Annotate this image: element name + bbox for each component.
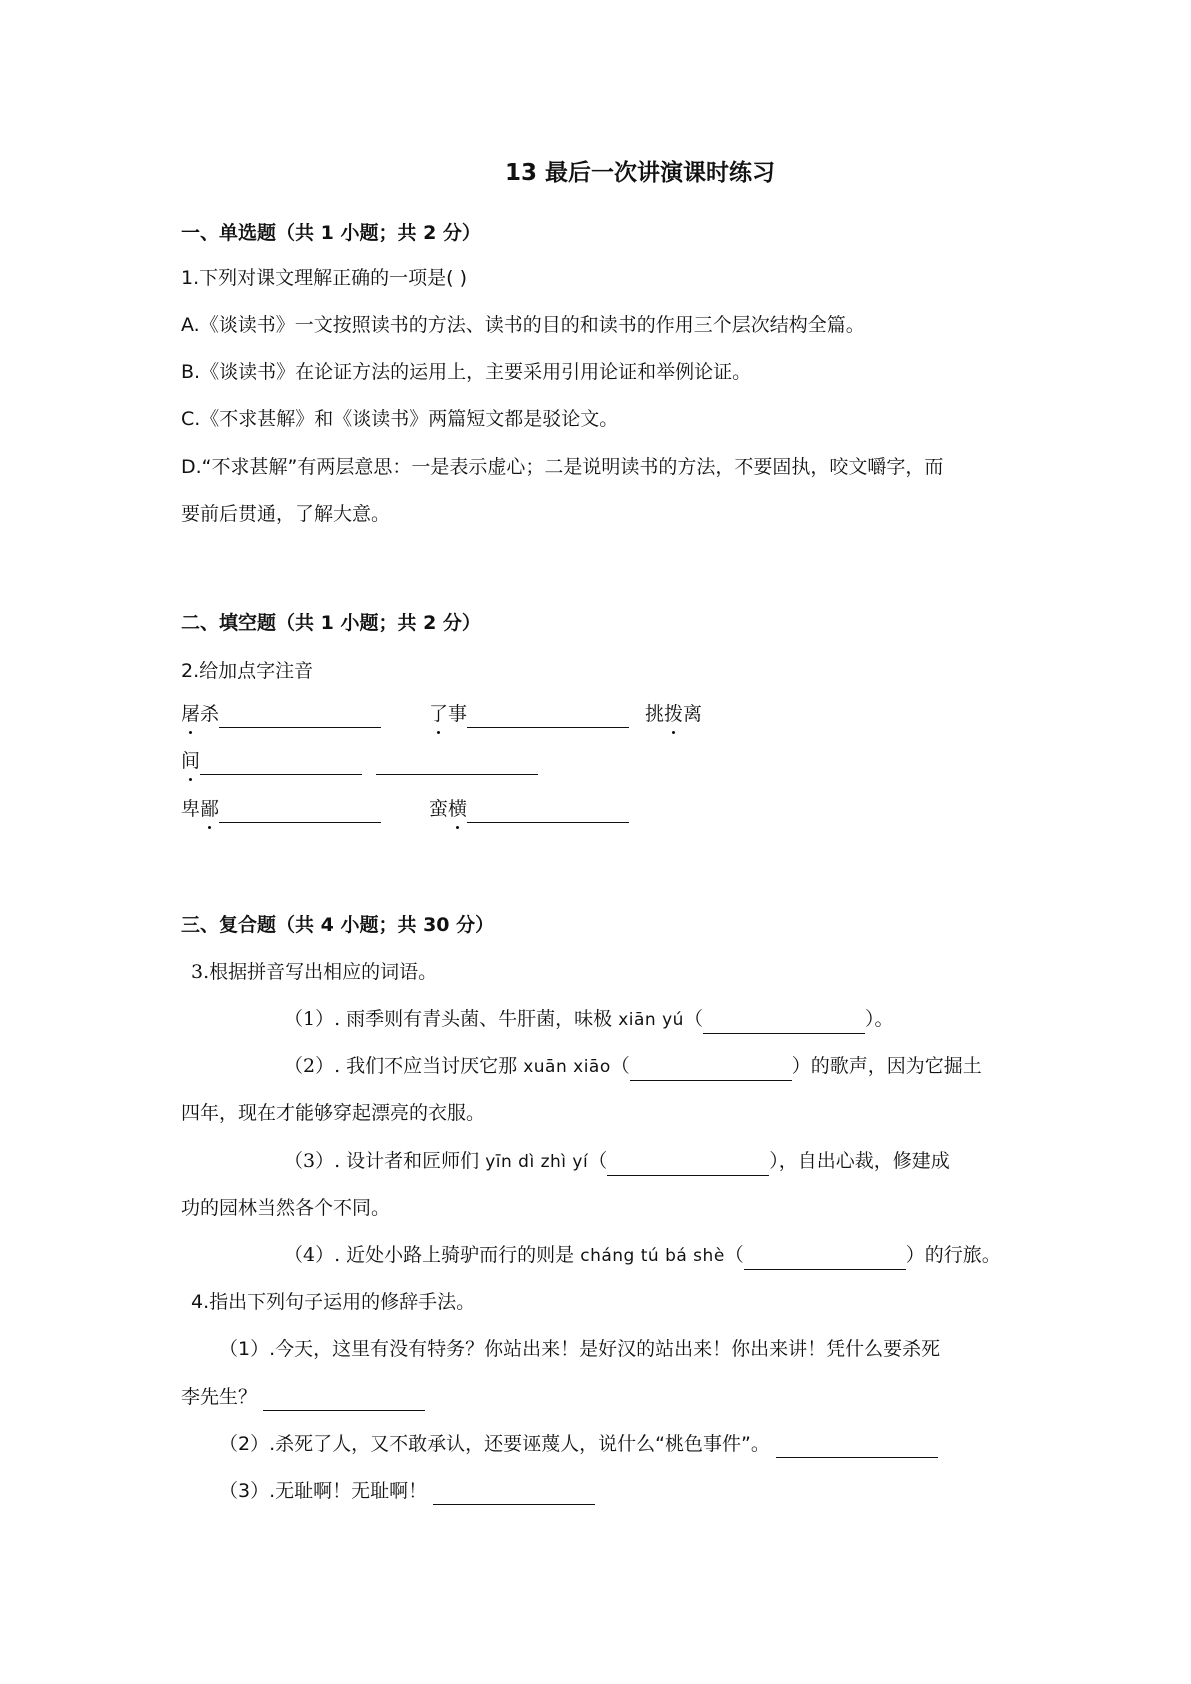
question-2-row-2	[181, 747, 362, 775]
dotted-char: 屠	[181, 700, 200, 728]
question-1-option-a: A.《谈读书》一文按照读书的方法、读书的目的和读书的作用三个层次结构全篇。	[181, 314, 865, 336]
answer-blank[interactable]	[376, 752, 538, 775]
answer-blank[interactable]	[200, 752, 362, 775]
question-2-row-1-item-2: 了事	[429, 700, 629, 728]
question-4-part-1-cont: 李先生？	[181, 1383, 425, 1411]
answer-blank[interactable]	[219, 800, 381, 823]
question-1-option-d: D.“不求甚解”有两层意思：一是表示虚心；二是说明读书的方法，不要固执，咬文嚼字，而	[181, 456, 944, 478]
question-1-option-b: B.《谈读书》在论证方法的运用上，主要采用引用论证和举例论证。	[181, 361, 752, 383]
answer-blank[interactable]	[703, 1011, 865, 1034]
dotted-char: 横	[448, 795, 467, 823]
dotted-char: 拨	[664, 700, 683, 728]
question-3-part-2-cont: 四年，现在才能够穿起漂亮的衣服。	[181, 1102, 486, 1124]
answer-blank[interactable]	[433, 1482, 595, 1505]
question-1-option-d-cont: 要前后贯通，了解大意。	[181, 503, 391, 525]
answer-blank[interactable]	[744, 1247, 906, 1270]
question-2-row-1: 屠杀	[181, 700, 381, 728]
dotted-char: 了	[429, 700, 448, 728]
question-4-part-2: （2）.杀死了人，又不敢承认，还要诬蔑人，说什么“桃色事件”。	[219, 1430, 938, 1458]
section-heading-composite: 三、复合题（共 4 小题；共 30 分）	[181, 914, 495, 936]
question-3-part-3: （3）. 设计者和匠师们 yīn dì zhì yí（ ），自出心裁，修建成	[284, 1147, 950, 1176]
question-2-stem: 2.给加点字注音	[181, 660, 314, 682]
answer-blank[interactable]	[607, 1153, 769, 1176]
question-3-part-3-cont: 功的园林当然各个不同。	[181, 1197, 391, 1219]
section-heading-single-choice: 一、单选题（共 1 小题；共 2 分）	[181, 222, 481, 244]
question-2-row-3: 卑鄙	[181, 795, 381, 823]
question-4-stem: 4.指出下列句子运用的修辞手法。	[191, 1291, 476, 1313]
answer-blank[interactable]	[776, 1435, 938, 1458]
answer-blank[interactable]	[263, 1388, 425, 1411]
question-2-row-2-blank	[376, 747, 538, 775]
question-1-stem: 1.下列对课文理解正确的一项是( )	[181, 267, 467, 289]
section-heading-fill-blank: 二、填空题（共 1 小题；共 2 分）	[181, 612, 481, 634]
dotted-char: 鄙	[200, 795, 219, 823]
question-2-row-3-item-2: 蛮横	[429, 795, 629, 823]
answer-blank[interactable]	[219, 705, 381, 728]
question-2-row-1-item-3: 挑拨离	[645, 700, 702, 728]
question-3-part-2: （2）. 我们不应当讨厌它那 xuān xiāo（ ）的歌声，因为它掘土	[284, 1052, 982, 1081]
answer-blank[interactable]	[467, 800, 629, 823]
answer-blank[interactable]	[467, 705, 629, 728]
dotted-char: 间	[181, 747, 200, 775]
question-4-part-3: （3）.无耻啊！无耻啊！	[219, 1477, 595, 1505]
page-title: 13 最后一次讲演课时练习	[504, 160, 775, 186]
answer-blank[interactable]	[630, 1058, 792, 1081]
question-3-stem: 3.根据拼音写出相应的词语。	[191, 961, 438, 983]
question-1-option-c: C.《不求甚解》和《谈读书》两篇短文都是驳论文。	[181, 408, 619, 430]
question-3-part-4: （4）. 近处小路上骑驴而行的则是 cháng tú bá shè（ ）的行旅。	[284, 1241, 1001, 1270]
question-4-part-1: （1）.今天，这里有没有特务？你站出来！是好汉的站出来！你出来讲！凭什么要杀死	[219, 1338, 941, 1360]
question-3-part-1: （1）. 雨季则有青头菌、牛肝菌，味极 xiān yú（ ）。	[284, 1005, 893, 1034]
